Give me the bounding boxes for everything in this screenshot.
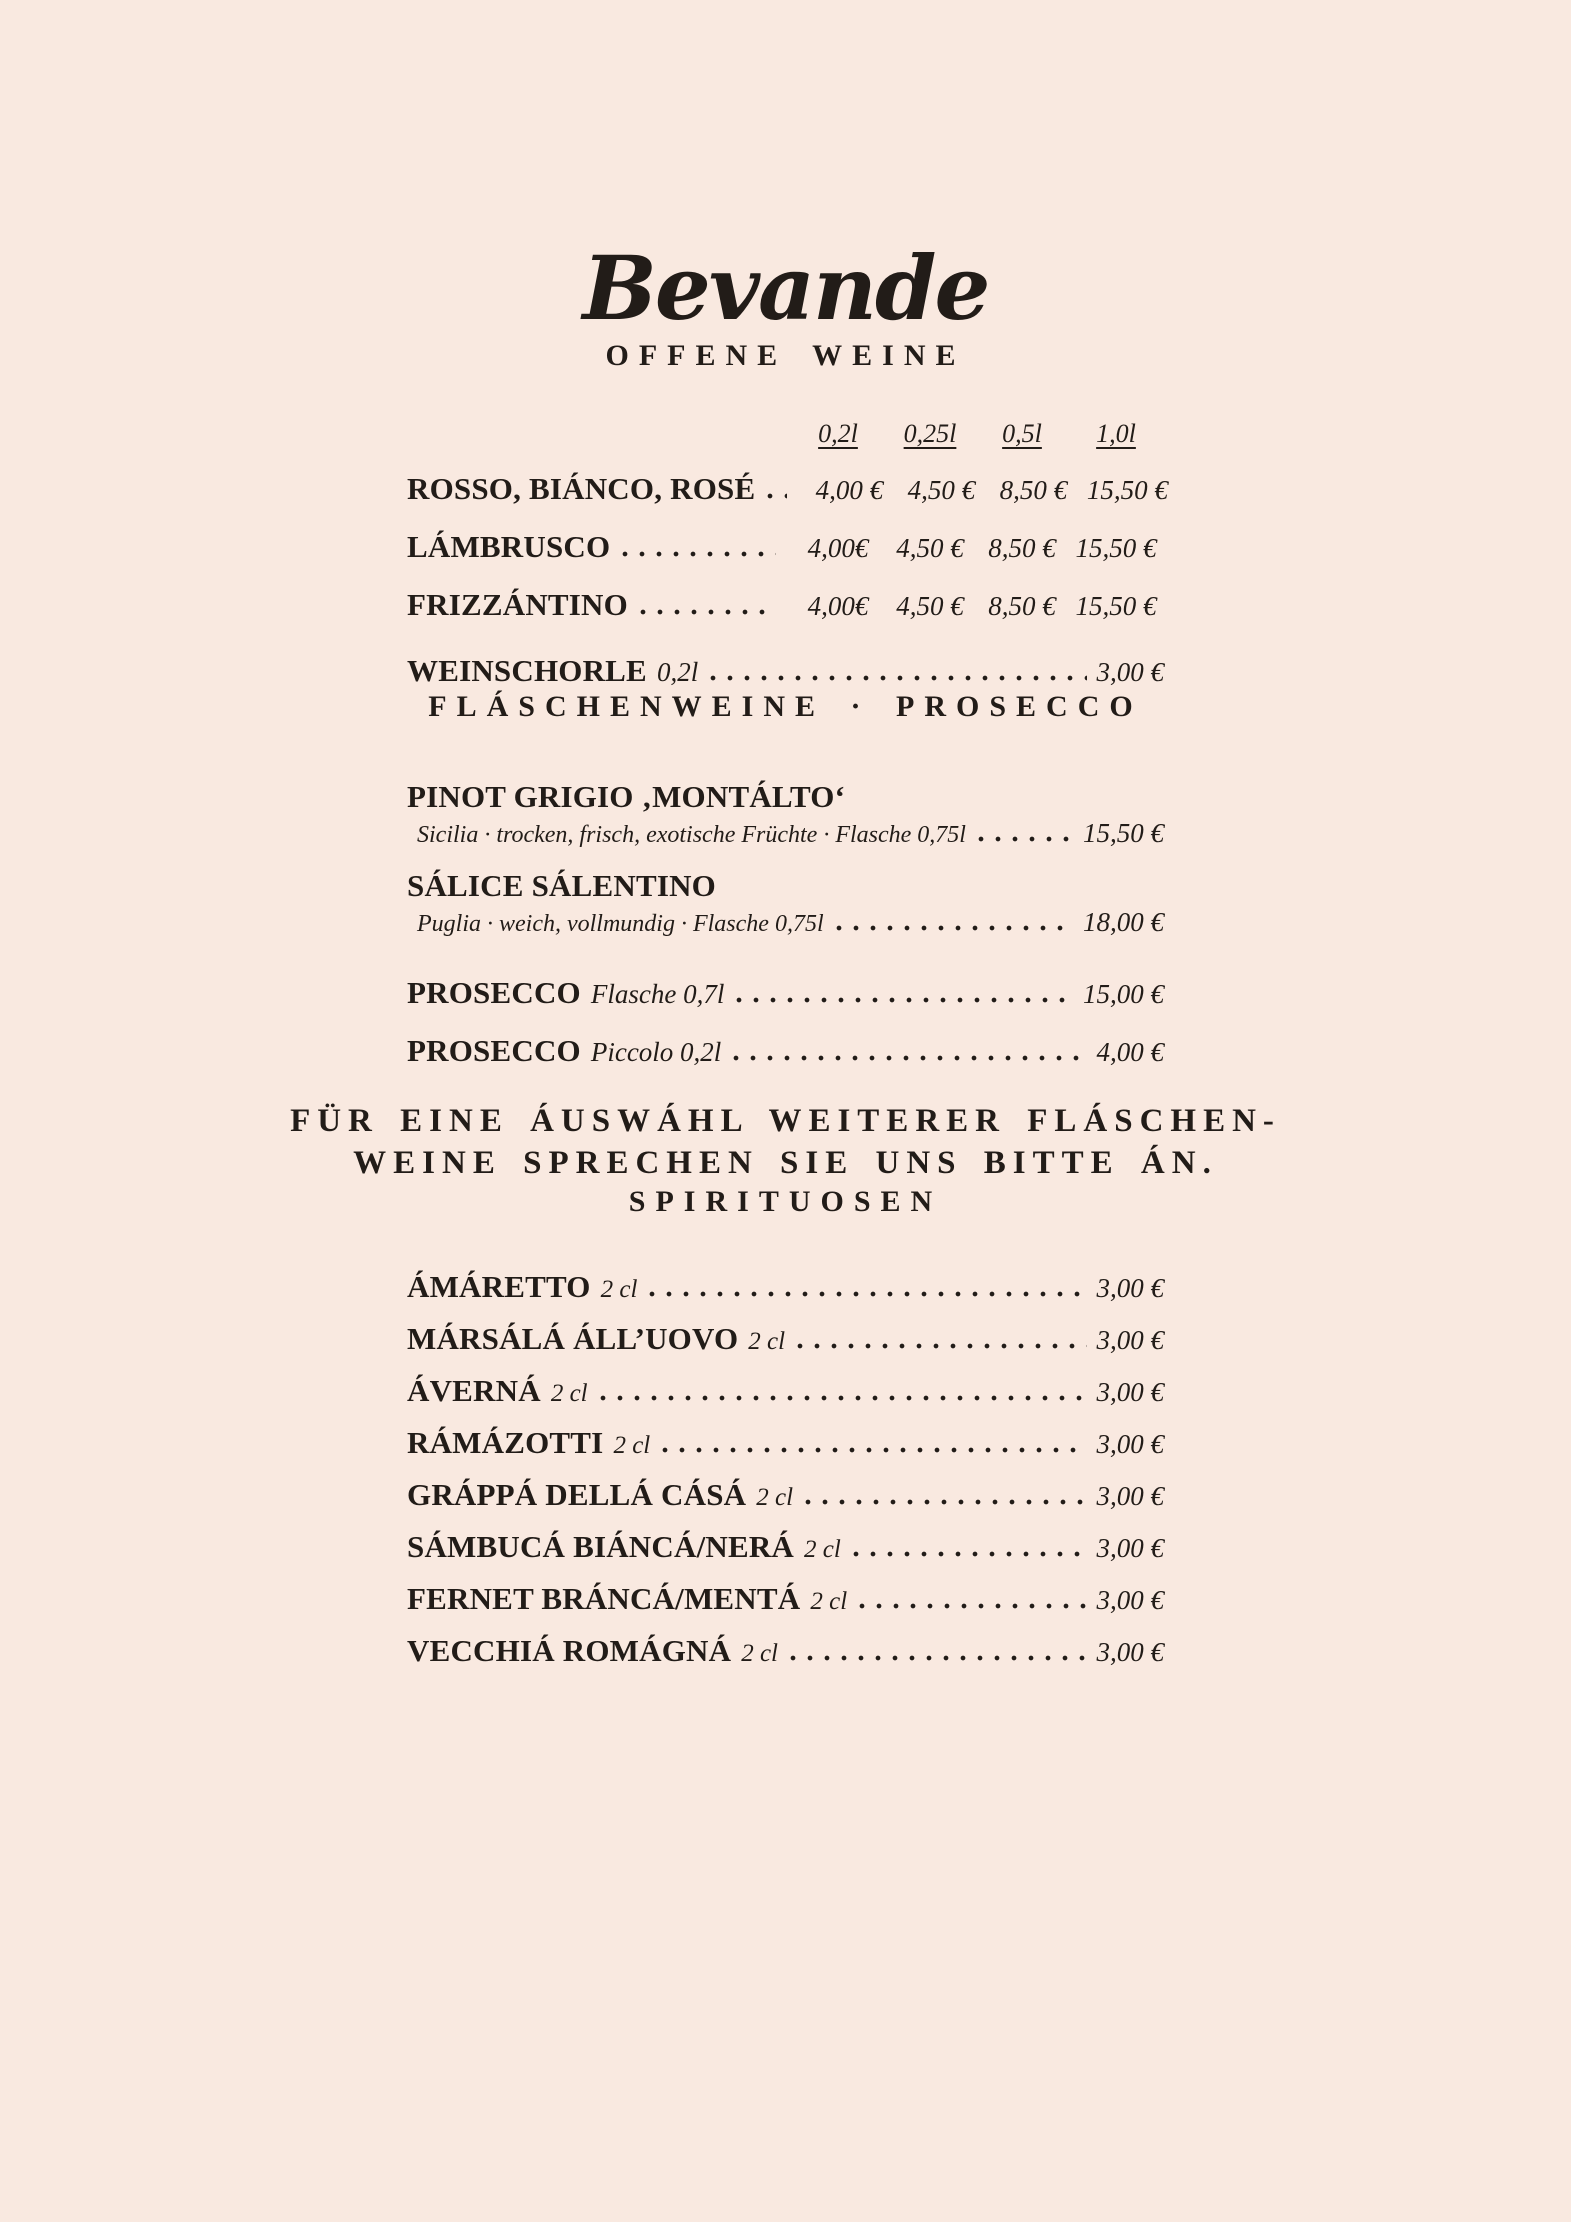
spirits-column [407,1184,1164,1669]
section-heading-flaschenweine-prosecco: FLÁSCHENWEINE · PROSECCO [428,690,1143,723]
prosecco-name: PROSECCO [407,1033,581,1068]
spirit-row-ramazotti [407,1425,1164,1461]
serving-size: 2 cl [741,1640,778,1667]
prosecco-row-piccolo [407,1033,1164,1069]
serving-size: Piccolo 0,2l [590,1037,722,1067]
wine-name: WEINSCHORLE [407,653,647,688]
bottle-wine-description: Puglia · weich, vollmundig · Flasche 0,75l [417,911,824,937]
price: 3,00 € [1096,1325,1164,1355]
wine-price-025l: 4,50 € [896,591,964,621]
bottle-wine-desc-row [407,906,1164,939]
serving-size: 0,2l [656,657,699,687]
price: 3,00 € [1096,1481,1164,1511]
spirit-name: SÁMBUCÁ BIÁNCÁ/NERÁ [407,1529,795,1564]
wine-price-02l: 4,00€ [807,533,869,563]
dot-leader [622,551,776,558]
wine-price-05l: 8,50 € [988,533,1056,563]
price: 3,00 € [1096,1377,1164,1407]
wine-price-10l: 15,50 € [1086,475,1168,505]
dot-leader [797,1343,1086,1350]
dot-leader [736,997,1073,1004]
spirit-name: RÁMÁZOTTI [407,1425,604,1460]
dot-leader [853,1551,1087,1558]
dot-leader [859,1603,1086,1610]
size-header-02l: 0,2l [818,419,858,448]
spirit-row-vecchia-romagna [407,1633,1164,1669]
spirit-row-grappa-della-casa [407,1477,1164,1513]
prosecco-row-flasche [407,975,1164,1011]
wine-name: FRIZZÁNTINO [407,587,628,622]
spirits-list [407,1269,1164,1669]
price: 18,00 € [1083,907,1164,937]
spirit-name: VECCHIÁ ROMÁGNÁ [407,1633,732,1668]
wine-row-weinschorle [407,653,1164,689]
dot-leader [767,493,787,500]
dot-leader [790,1655,1087,1662]
serving-size: Flasche 0,7l [590,979,725,1009]
serving-size: 2 cl [600,1276,638,1303]
bottle-wine-desc-row [407,817,1164,850]
prosecco-name: PROSECCO [407,975,581,1010]
dot-leader [836,925,1073,932]
wine-row-rosso-bianco-rose [407,471,1168,507]
wine-row-lambrusco [407,529,1164,565]
bottle-wine-name-salice-salentino: SÁLICE SÁLENTINO [407,868,716,903]
wine-price-025l: 4,50 € [907,475,976,505]
dot-leader [978,836,1073,843]
spirit-row-amaretto [407,1269,1164,1305]
serving-size: 2 cl [550,1380,588,1407]
dot-leader [662,1447,1086,1454]
spirit-name: MÁRSÁLÁ ÁLL’UOVO [407,1321,739,1356]
size-header-row [407,419,1164,449]
wine-price-10l: 15,50 € [1075,591,1157,621]
size-header-10l: 1,0l [1096,419,1136,448]
price: 3,00 € [1096,1585,1164,1615]
spirit-row-marsala-alluovo [407,1321,1164,1357]
dot-leader [640,609,776,616]
section-heading-offene-weine: OFFENE WEINE [605,339,966,372]
serving-size: 2 cl [613,1432,651,1459]
price: 3,00 € [1096,1273,1164,1303]
wine-row-name-cell [407,587,792,623]
wine-price-05l: 8,50 € [988,591,1056,621]
wine-price-025l: 4,50 € [896,533,964,563]
spirit-name: GRÁPPÁ DELLÁ CÁSÁ [407,1477,747,1512]
price: 3,00 € [1096,657,1164,687]
dot-leader [649,1291,1086,1298]
spirit-name: ÁVERNÁ [407,1373,541,1408]
bottle-wine-name-pinot-grigio: PINOT GRIGIO ‚MONTÁLTO‘ [407,779,846,814]
wine-row-frizzantino [407,587,1164,623]
bottle-wine-note [186,1100,1386,1184]
wine-row-name-cell [407,529,792,565]
page-title: Bevande [582,236,989,340]
dot-leader [600,1395,1087,1402]
price: 15,00 € [1083,979,1164,1009]
dot-leader [733,1055,1086,1062]
spirit-name: ÁMÁRETTO [407,1269,591,1304]
serving-size: 2 cl [756,1484,794,1511]
spirit-name: FERNET BRÁNCÁ/MENTÁ [407,1581,801,1616]
price: 15,50 € [1083,818,1164,848]
serving-size: 2 cl [748,1328,786,1355]
dot-leader [805,1499,1086,1506]
size-header-05l: 0,5l [1002,419,1042,448]
wine-price-05l: 8,50 € [999,475,1068,505]
offene-weine-table [407,419,1168,623]
wine-price-10l: 15,50 € [1075,533,1157,563]
wine-row-name-cell [407,471,803,507]
spirit-row-fernet-branca-menta [407,1581,1164,1617]
note-line-1: FÜR EINE ÁUSWÁHL WEITERER FLÁSCHEN- [290,1103,1281,1139]
price: 3,00 € [1096,1533,1164,1563]
price: 4,00 € [1096,1037,1164,1067]
wine-name: LÁMBRUSCO [407,529,611,564]
menu-content-column [407,338,1168,1069]
spirit-row-averna [407,1373,1164,1409]
price: 3,00 € [1096,1429,1164,1459]
price: 3,00 € [1096,1637,1164,1667]
serving-size: 2 cl [804,1536,841,1563]
bottle-wine-description: Sicilia · trocken, frisch, exotische Früchte · Flasche 0,75l [417,822,966,848]
note-line-2: WEINE SPRECHEN SIE UNS BITTE ÁN. [353,1145,1218,1181]
wine-price-02l: 4,00 € [815,475,884,505]
serving-size: 2 cl [810,1588,848,1615]
size-header-025l: 0,25l [903,419,957,448]
wine-name: ROSSO, BIÁNCO, ROSÉ [407,471,756,506]
spirit-row-sambuca-bianca-nera [407,1529,1164,1565]
dot-leader [710,675,1086,682]
wine-price-02l: 4,00€ [807,591,869,621]
section-heading-spirituosen: SPIRITUOSEN [628,1185,943,1218]
